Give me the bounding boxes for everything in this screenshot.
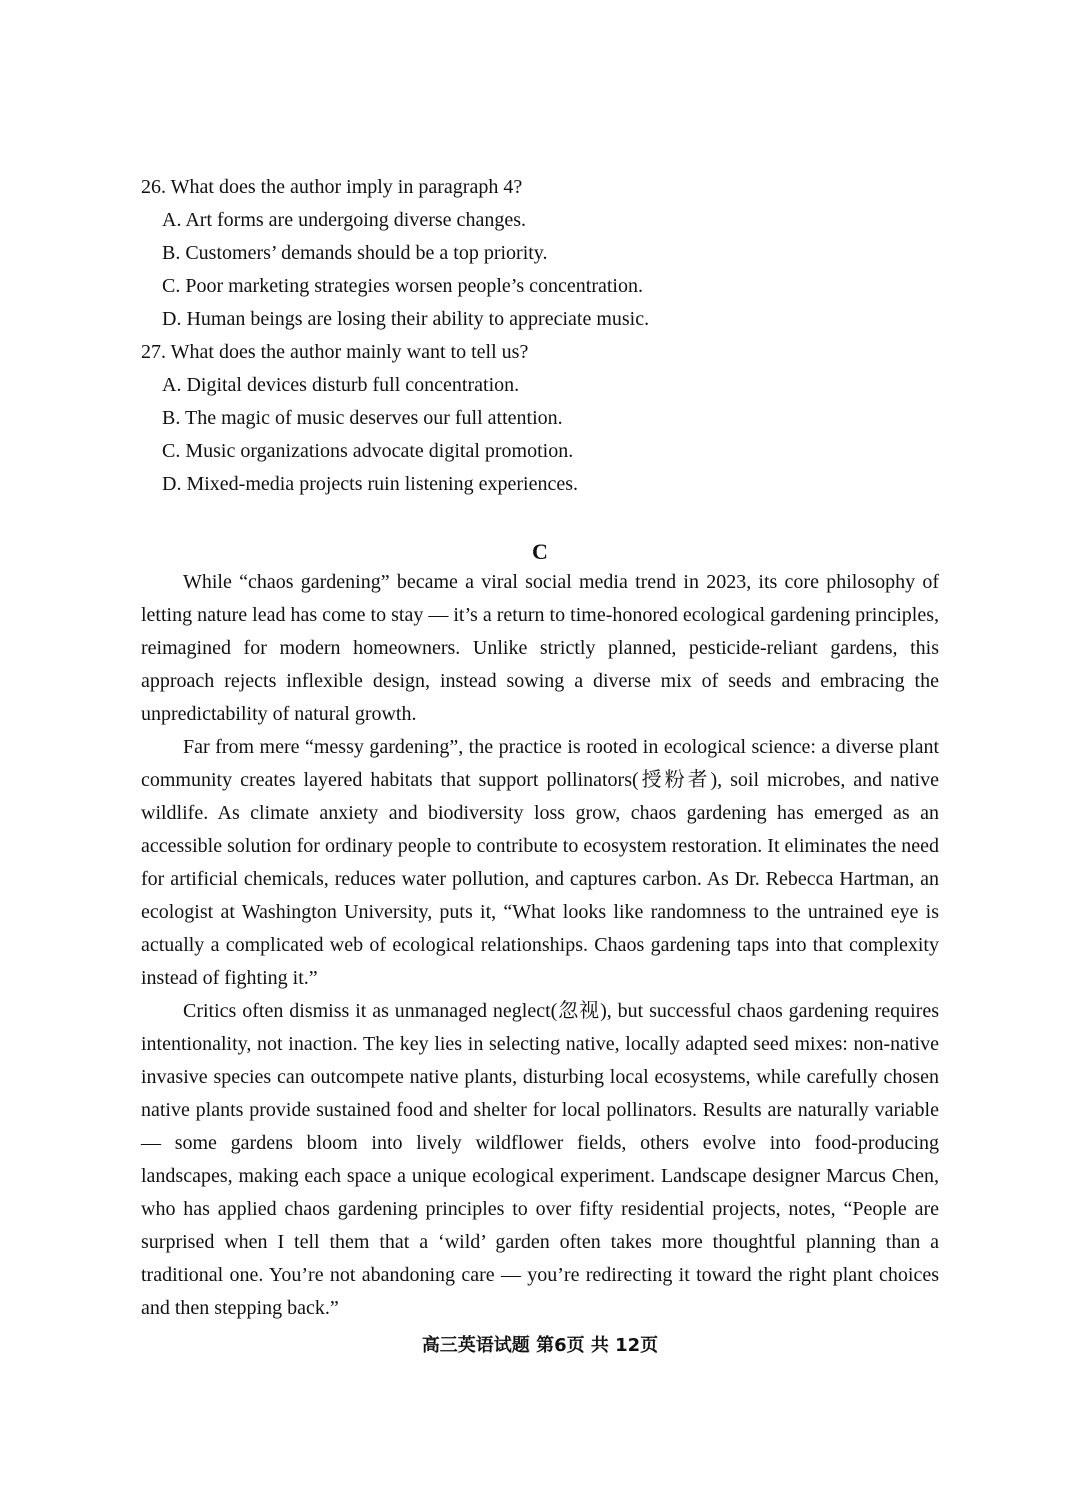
question-26-option-c: C. Poor marketing strategies worsen people’s concentration. (162, 275, 643, 297)
question-27-stem: 27. What does the author mainly want to tell us? (141, 341, 529, 363)
question-27-option-b: B. The magic of music deserves our full attention. (162, 407, 563, 429)
question-26-stem: 26. What does the author imply in paragraph 4? (141, 176, 523, 198)
question-26-option-d: D. Human beings are losing their ability to appreciate music. (162, 308, 650, 330)
question-list (141, 171, 941, 501)
question-27-option-a: A. Digital devices disturb full concentration. (162, 374, 520, 396)
passage-paragraph-3: Critics often dismiss it as unmanaged neglect(忽视), but successful chaos gardening requires intentionality, not inaction. The key lies in selecting native, locally adapted seed mixes: non-native invasive species can outcompete native plants, disturbing local ecosystems, while carefully chosen native plants provide sustained food and shelter for local pollinators. Results are naturally variable — some gardens bloom into lively wildflower fields, others evolve into food-producing landscapes, making each space a unique ecological experiment. Landscape designer Marcus Chen, who has applied chaos gardening principles to over fifty residential projects, notes, “People are surprised when I tell them that a ‘wild’ garden often takes more thoughtful planning than a traditional one. You’re not abandoning care — you’re redirecting it toward the right plant choices and then stepping back.” (141, 1000, 939, 1319)
reading-passage (141, 566, 939, 1325)
question-26-option-a: A. Art forms are undergoing diverse changes. (162, 209, 526, 231)
page-footer: 高三英语试题 第6页 共 12页 (421, 1335, 659, 1356)
section-title: C (532, 539, 548, 564)
passage-paragraph-1: While “chaos gardening” became a viral social media trend in 2023, its core philosophy of letting nature lead has come to stay — it’s a return to time-honored ecological gardening principles, reimagined for modern homeowners. Unlike strictly planned, pesticide-reliant gardens, this approach rejects inflexible design, instead sowing a diverse mix of seeds and embracing the unpredictability of natural growth. (141, 571, 939, 725)
question-27-option-c: C. Music organizations advocate digital promotion. (162, 440, 574, 462)
passage-paragraph-2: Far from mere “messy gardening”, the practice is rooted in ecological science: a diverse plant community creates layered habitats that support pollinators(授粉者), soil microbes, and native wildlife. As climate anxiety and biodiversity loss grow, chaos gardening has emerged as an accessible solution for ordinary people to contribute to ecosystem restoration. It eliminates the need for artificial chemicals, reduces water pollution, and captures carbon. As Dr. Rebecca Hartman, an ecologist at Washington University, puts it, “What looks like randomness to the untrained eye is actually a complicated web of ecological relationships. Chaos gardening taps into that complexity instead of fighting it.” (141, 736, 939, 989)
question-27-option-d: D. Mixed-media projects ruin listening experiences. (162, 473, 578, 495)
question-26-option-b: B. Customers’ demands should be a top priority. (162, 242, 548, 264)
